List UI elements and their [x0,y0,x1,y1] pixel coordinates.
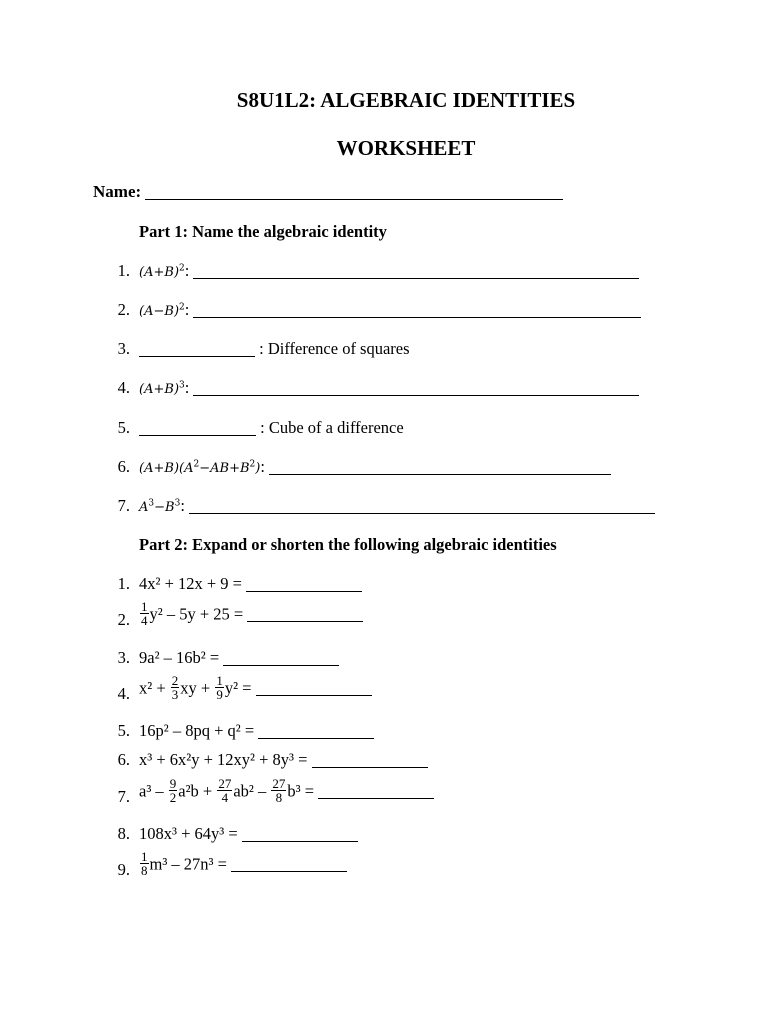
part2-item-number: 6. [117,750,130,769]
part2-item [139,849,347,879]
part2-item [139,599,363,629]
expression: b³ = [287,781,315,801]
part1-item: $(A-B)^2$: [139,300,641,320]
part1-item-number: 2. [117,300,130,319]
part1-item-number: 5. [117,418,130,437]
part1-item-number: 7. [117,496,130,515]
part1-item-number: 4. [117,378,130,397]
fraction: $\frac{2}{3}$ [171,673,179,702]
part2-item [139,574,362,594]
part2-item-number: 7. [117,787,130,806]
answer-blank[interactable] [139,434,256,436]
answer-blank[interactable] [139,355,255,357]
part2-item-number: 5. [117,721,130,740]
part1-item [139,339,410,359]
answer-blank[interactable] [312,766,428,768]
identity-expression: $(A-B)^2$ [139,302,185,319]
answer-blank[interactable] [258,737,374,739]
expression: m³ – 27n³ = [149,854,227,874]
fraction: $\frac{1}{4}$ [141,599,148,628]
expression: ab² – [233,781,267,801]
part1-item: $(A+B)^2$: [139,261,639,281]
fraction: $\frac{27}{8}$ [272,776,286,805]
part1-heading: Part 1: Name the algebraic identity [139,222,387,241]
name-line [93,182,563,202]
part1-item-number: 1. [117,261,130,280]
part1-item-number: 3. [117,339,130,358]
part2-item [139,824,358,844]
part2-item [139,750,428,770]
identity-name: : Cube of a difference [256,418,404,437]
part2-heading: Part 2: Expand or shorten the following algebraic identities [139,535,557,554]
answer-blank[interactable] [193,277,639,279]
name-label: Name: [93,182,142,201]
part2-item [139,673,372,703]
expression: x² + [139,678,166,698]
expression: 16p² – 8pq + q² = [139,721,255,740]
part1-item-number: 6. [117,457,130,476]
answer-blank[interactable] [269,473,611,475]
expression: x³ + 6x²y + 12xy² + 8y³ = [139,750,308,769]
fraction: $\frac{1}{9}$ [216,673,223,702]
fraction: $\frac{27}{4}$ [218,776,232,805]
part2-item [139,776,434,806]
part1-item: $A^3-B^3$: [139,496,655,516]
part1-item: $(A+B)^3$: [139,378,639,398]
identity-expression: $(A+B)^2$ [139,263,185,280]
fraction: $\frac{9}{2}$ [169,776,177,805]
answer-blank[interactable] [231,870,347,872]
expression: y² – 5y + 25 = [149,604,244,624]
identity-name: : Difference of squares [255,339,410,358]
expression: xy + [180,678,211,698]
answer-blank[interactable] [318,797,434,799]
answer-blank[interactable] [193,394,639,396]
answer-blank[interactable] [189,512,655,514]
part2-item-number: 4. [117,684,130,703]
fraction: $\frac{1}{8}$ [141,849,148,878]
identity-expression: $A^3-B^3$ [139,498,181,515]
part1-item: $(A+B)(A^2-AB+B^2)$: [139,457,611,477]
expression: a²b + [178,781,213,801]
part2-item-number: 3. [117,648,130,667]
answer-blank[interactable] [223,664,339,666]
part1-item [139,418,404,438]
expression: 4x² + 12x + 9 = [139,574,242,593]
part2-item-number: 2. [117,610,130,629]
answer-blank[interactable] [246,590,362,592]
name-blank[interactable] [145,198,563,200]
expression: a³ – [139,781,164,801]
answer-blank[interactable] [242,840,358,842]
part2-item-number: 1. [117,574,130,593]
expression: 108x³ + 64y³ = [139,824,238,843]
worksheet-subtitle: WORKSHEET [336,136,476,160]
part2-item [139,648,339,668]
identity-expression: $(A+B)^3$ [139,380,185,397]
part2-item [139,721,374,741]
answer-blank[interactable] [247,620,363,622]
part2-item-number: 8. [117,824,130,843]
worksheet-title: S8U1L2: ALGEBRAIC IDENTITIES [236,88,576,112]
identity-expression: $(A+B)(A^2-AB+B^2)$ [139,459,261,476]
expression: y² = [224,678,252,698]
expression: 9a² – 16b² = [139,648,220,667]
part2-item-number: 9. [117,860,130,879]
answer-blank[interactable] [256,694,372,696]
answer-blank[interactable] [193,316,641,318]
